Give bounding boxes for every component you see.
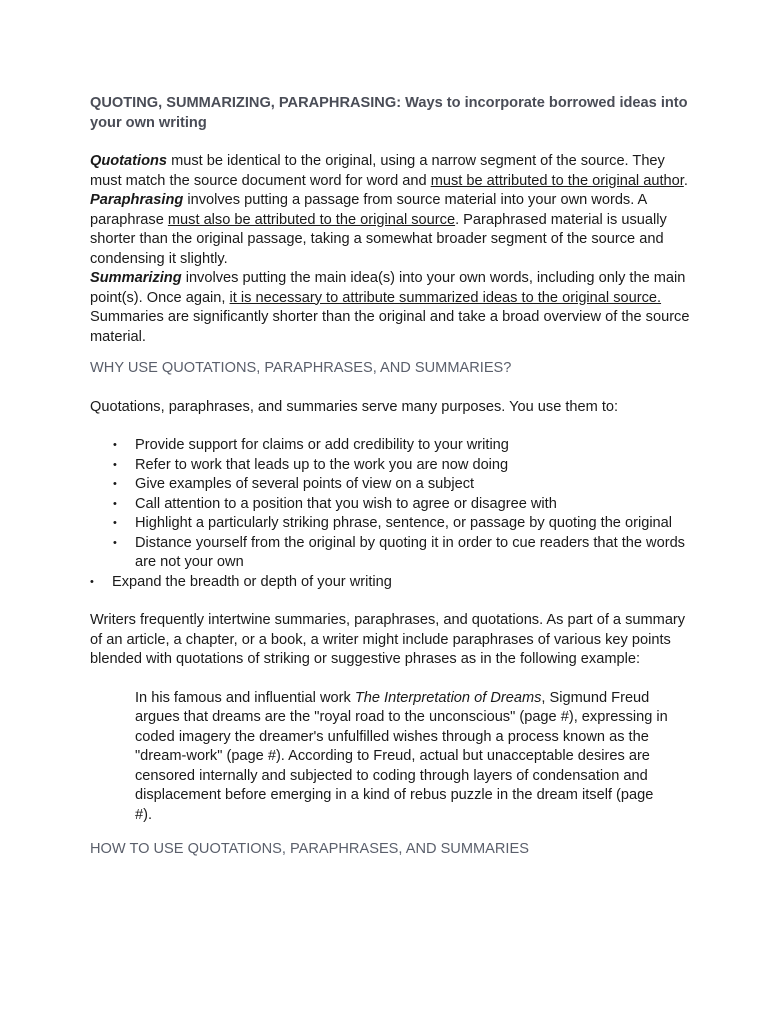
how-heading: HOW TO USE QUOTATIONS, PARAPHRASES, AND SUMMARIES: [90, 841, 529, 857]
quotations-term: Quotations: [90, 153, 168, 169]
quotations-attribution: must be attributed to the original author: [430, 172, 684, 189]
bullet-icon: •: [113, 458, 117, 471]
list-item: [90, 573, 690, 593]
summarizing-text-a: involves putting the main idea(s) into your own words, including only the main point(s). Once again,: [90, 270, 686, 306]
example-book-title: The Interpretation of Dreams: [354, 689, 542, 706]
list-item-text: Refer to work that leads up to the work you are now doing: [135, 456, 509, 473]
list-item-text: Call attention to a position that you wish to agree or disagree with: [135, 495, 557, 512]
quotations-text-a: must be identical to the original, using a narrow segment of the source. They must match the source document word for word and: [90, 153, 665, 189]
paraphrasing-attribution: must also be attributed to the original source: [167, 211, 456, 228]
list-item-text: Highlight a particularly striking phrase, sentence, or passage by quoting the original: [135, 515, 673, 531]
list-item: [90, 475, 690, 495]
list-item: [90, 534, 690, 573]
summarizing-definition: [90, 269, 690, 347]
list-item: [90, 495, 690, 515]
document-page: [90, 94, 690, 860]
summarizing-text-b: Summaries are significantly shorter than the original and take a broad overview of the source material.: [90, 309, 690, 345]
list-item: [90, 456, 690, 476]
list-item-text: Provide support for claims or add credibility to your writing: [135, 437, 509, 453]
purposes-list: [90, 436, 690, 592]
summarizing-term: Summarizing: [90, 270, 182, 286]
why-intro: Quotations, paraphrases, and summaries serve many purposes. You use them to:: [90, 398, 619, 415]
list-item: [90, 514, 690, 534]
bullet-icon: •: [113, 439, 117, 451]
bullet-icon: •: [90, 575, 94, 588]
list-item-text: Expand the breadth or depth of your writing: [112, 573, 392, 590]
list-item-text: Distance yourself from the original by quoting it in order to cue readers that the words are not your own: [135, 534, 685, 570]
bullet-icon: •: [113, 478, 117, 490]
bullet-icon: •: [113, 536, 117, 549]
paraphrasing-text-b: . Paraphrased material is usually shorter than the original passage, taking a somewhat broader segment of the source and condensing it slightly.: [90, 211, 667, 267]
example-block-quote: [135, 689, 671, 826]
why-heading: WHY USE QUOTATIONS, PARAPHRASES, AND SUMMARIES?: [90, 360, 512, 376]
summarizing-attribution: it is necessary to attribute summarized ideas to the original source.: [229, 289, 662, 306]
example-text-a: In his famous and influential work: [135, 689, 355, 706]
paraphrasing-term: Paraphrasing: [90, 192, 184, 208]
document-title: QUOTING, SUMMARIZING, PARAPHRASING: Ways to incorporate borrowed ideas into your own writing: [90, 95, 688, 131]
list-item: [90, 436, 690, 456]
quotations-definition: [90, 152, 690, 191]
quotations-text-b: .: [683, 172, 688, 189]
writers-paragraph: Writers frequently intertwine summaries, paraphrases, and quotations. As part of a summary of an article, a chapter, or a book, a writer might include paraphrases of various key points blended with quotations of striking or suggestive phrases as in the following example:: [90, 612, 686, 667]
paraphrasing-text-a: involves putting a passage from source material into your own words. A paraphrase: [90, 192, 647, 228]
paraphrasing-definition: [90, 191, 690, 269]
bullet-icon: •: [113, 517, 117, 529]
list-item-text: Give examples of several points of view on a subject: [135, 476, 475, 492]
example-text-b: , Sigmund Freud argues that dreams are the "royal road to the unconscious" (page #), expressing in coded imagery the dreamer's unfulfilled wishes through a process known as the "dream-work" (page #). According to Freud, actual but unacceptable desires are censored internally and subjected to coding through layers of condensation and displacement before emerging in a kind of rebus puzzle in the dream itself (page #).: [135, 689, 668, 823]
bullet-icon: •: [113, 497, 117, 510]
